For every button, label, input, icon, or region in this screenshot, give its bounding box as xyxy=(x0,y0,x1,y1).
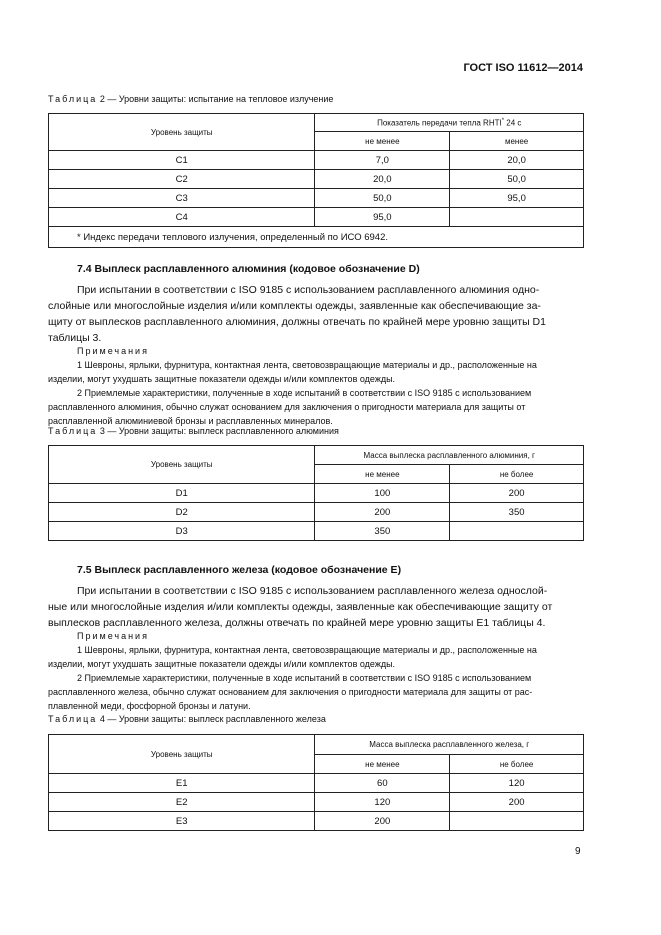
table4-header-group: Масса выплеска расплавленного железа, г xyxy=(315,735,584,755)
text-line: ные или многослойные изделия и/или комплекты одежды, заявленные как обеспечивающие защиту от xyxy=(48,601,553,613)
cell-level: C3 xyxy=(49,189,315,208)
table-row xyxy=(49,484,584,503)
table-4 xyxy=(48,734,584,831)
table3-caption xyxy=(48,426,339,436)
table-row xyxy=(49,774,584,793)
cell-level: E1 xyxy=(49,774,315,793)
table3-caption-text: 3 — Уровни защиты: выплеск расплавленного алюминия xyxy=(99,426,339,436)
cell-min: 60 xyxy=(315,774,450,793)
table-row xyxy=(49,151,584,170)
cell-min: 7,0 xyxy=(315,151,450,170)
page-number: 9 xyxy=(575,846,581,857)
note-line: изделии, могут ухудшать защитные показатели одежды и/или комплектов одежды. xyxy=(48,374,396,384)
text-line: щиту от выплесков расплавленного алюминия, должны отвечать по крайней мере уровню защиты D1 xyxy=(48,316,546,328)
cell-level: D2 xyxy=(49,503,315,522)
note-line: 2 Приемлемые характеристики, полученные в ходе испытаний в соответствии с ISO 9185 с использованием xyxy=(77,673,532,683)
table-row xyxy=(49,503,584,522)
table2-caption xyxy=(48,94,333,104)
table2-caption-text: 2 — Уровни защиты: испытание на тепловое излучение xyxy=(99,94,334,104)
table3-header-group: Масса выплеска расплавленного алюминия, г xyxy=(315,446,584,465)
table4-caption-label: Таблица xyxy=(48,714,98,724)
text-line: При испытании в соответствии с ISO 9185 с использованием расплавленного алюминия одно- xyxy=(77,284,540,296)
table-row xyxy=(49,812,584,831)
text-line: При испытании в соответствии с ISO 9185 с использованием расплавленного железа однослой- xyxy=(77,585,548,597)
table-2 xyxy=(48,113,584,248)
cell-level: E3 xyxy=(49,812,315,831)
table3-header-level: Уровень защиты xyxy=(49,446,315,484)
cell-min: 200 xyxy=(315,503,450,522)
note-line: изделии, могут ухудшать защитные показатели одежды и/или комплектов одежды. xyxy=(48,659,396,669)
cell-min: 95,0 xyxy=(315,208,450,227)
table4-caption-text: 4 — Уровни защиты: выплеск расплавленного железа xyxy=(99,714,326,724)
cell-max xyxy=(450,812,584,831)
cell-level: C4 xyxy=(49,208,315,227)
text-line: выплесков расплавленного железа, должны отвечать по крайней мере уровню защиты E1 таблицы 4. xyxy=(48,617,546,629)
table-row xyxy=(49,522,584,541)
cell-max: 200 xyxy=(450,484,584,503)
cell-level: E2 xyxy=(49,793,315,812)
table2-footnote: * Индекс передачи теплового излучения, определенный по ИСО 6942. xyxy=(49,227,584,248)
table-row xyxy=(49,208,584,227)
notes-title: Примечания xyxy=(77,631,149,641)
cell-max: 350 xyxy=(450,503,584,522)
cell-min: 50,0 xyxy=(315,189,450,208)
note-line: 1 Шевроны, ярлыки, фурнитура, контактная лента, световозвращающие материалы и др., расположенные на xyxy=(77,645,537,655)
table2-header-group: Показатель передачи тепла RHTI* 24 с xyxy=(315,114,584,132)
section-7-5-title: 7.5 Выплеск расплавленного железа (кодовое обозначение E) xyxy=(77,564,402,576)
table2-header-min: не менее xyxy=(315,132,450,151)
cell-min: 200 xyxy=(315,812,450,831)
table-row xyxy=(49,189,584,208)
note-line: расплавленной алюминиевой бронзы и расплавленных минералов. xyxy=(48,416,333,426)
cell-min: 120 xyxy=(315,793,450,812)
section-7-4-text xyxy=(48,282,584,346)
table3-header-max: не более xyxy=(450,465,584,484)
cell-min: 350 xyxy=(315,522,450,541)
cell-level: D1 xyxy=(49,484,315,503)
table-row xyxy=(49,170,584,189)
note-line: плавленной меди, фосфорной бронзы и латуни. xyxy=(48,701,251,711)
cell-min: 20,0 xyxy=(315,170,450,189)
cell-max: 50,0 xyxy=(450,170,584,189)
table4-header-min: не менее xyxy=(315,755,450,774)
table4-header-max: не более xyxy=(450,755,584,774)
document-id: ГОСТ ISO 11612—2014 xyxy=(463,62,583,74)
table-row xyxy=(49,793,584,812)
text-line: таблицы 3. xyxy=(48,332,102,344)
table4-header-level: Уровень защиты xyxy=(49,735,315,774)
note-line: расплавленного алюминия, обычно служат основанием для заключения о пригодности материала для защиты от xyxy=(48,402,526,412)
cell-level: D3 xyxy=(49,522,315,541)
note-line: 1 Шевроны, ярлыки, фурнитура, контактная лента, световозвращающие материалы и др., расположенные на xyxy=(77,360,537,370)
section-7-5-text xyxy=(48,583,584,631)
table2-caption-label: Таблица xyxy=(48,94,98,104)
note-line: расплавленного железа, обычно служат основанием для заключения о пригодности материала для защиты от рас- xyxy=(48,687,533,697)
cell-max xyxy=(450,208,584,227)
cell-max xyxy=(450,522,584,541)
text-line: слойные или многослойные изделия и/или комплекты одежды, заявленные как обеспечивающие за- xyxy=(48,300,541,312)
cell-level: C2 xyxy=(49,170,315,189)
table-3 xyxy=(48,445,584,541)
cell-level: C1 xyxy=(49,151,315,170)
cell-max: 120 xyxy=(450,774,584,793)
section-7-4-notes xyxy=(48,344,584,428)
cell-max: 200 xyxy=(450,793,584,812)
table4-caption xyxy=(48,714,326,724)
section-7-4-title: 7.4 Выплеск расплавленного алюминия (кодовое обозначение D) xyxy=(77,263,420,275)
table2-header-level: Уровень защиты xyxy=(49,114,315,151)
table2-header-max: менее xyxy=(450,132,584,151)
table3-caption-label: Таблица xyxy=(48,426,98,436)
section-7-5-notes xyxy=(48,629,584,713)
table3-header-min: не менее xyxy=(315,465,450,484)
note-line: 2 Приемлемые характеристики, полученные в ходе испытаний в соответствии с ISO 9185 с использованием xyxy=(77,388,532,398)
cell-max: 20,0 xyxy=(450,151,584,170)
notes-title: Примечания xyxy=(77,346,149,356)
cell-min: 100 xyxy=(315,484,450,503)
cell-max: 95,0 xyxy=(450,189,584,208)
